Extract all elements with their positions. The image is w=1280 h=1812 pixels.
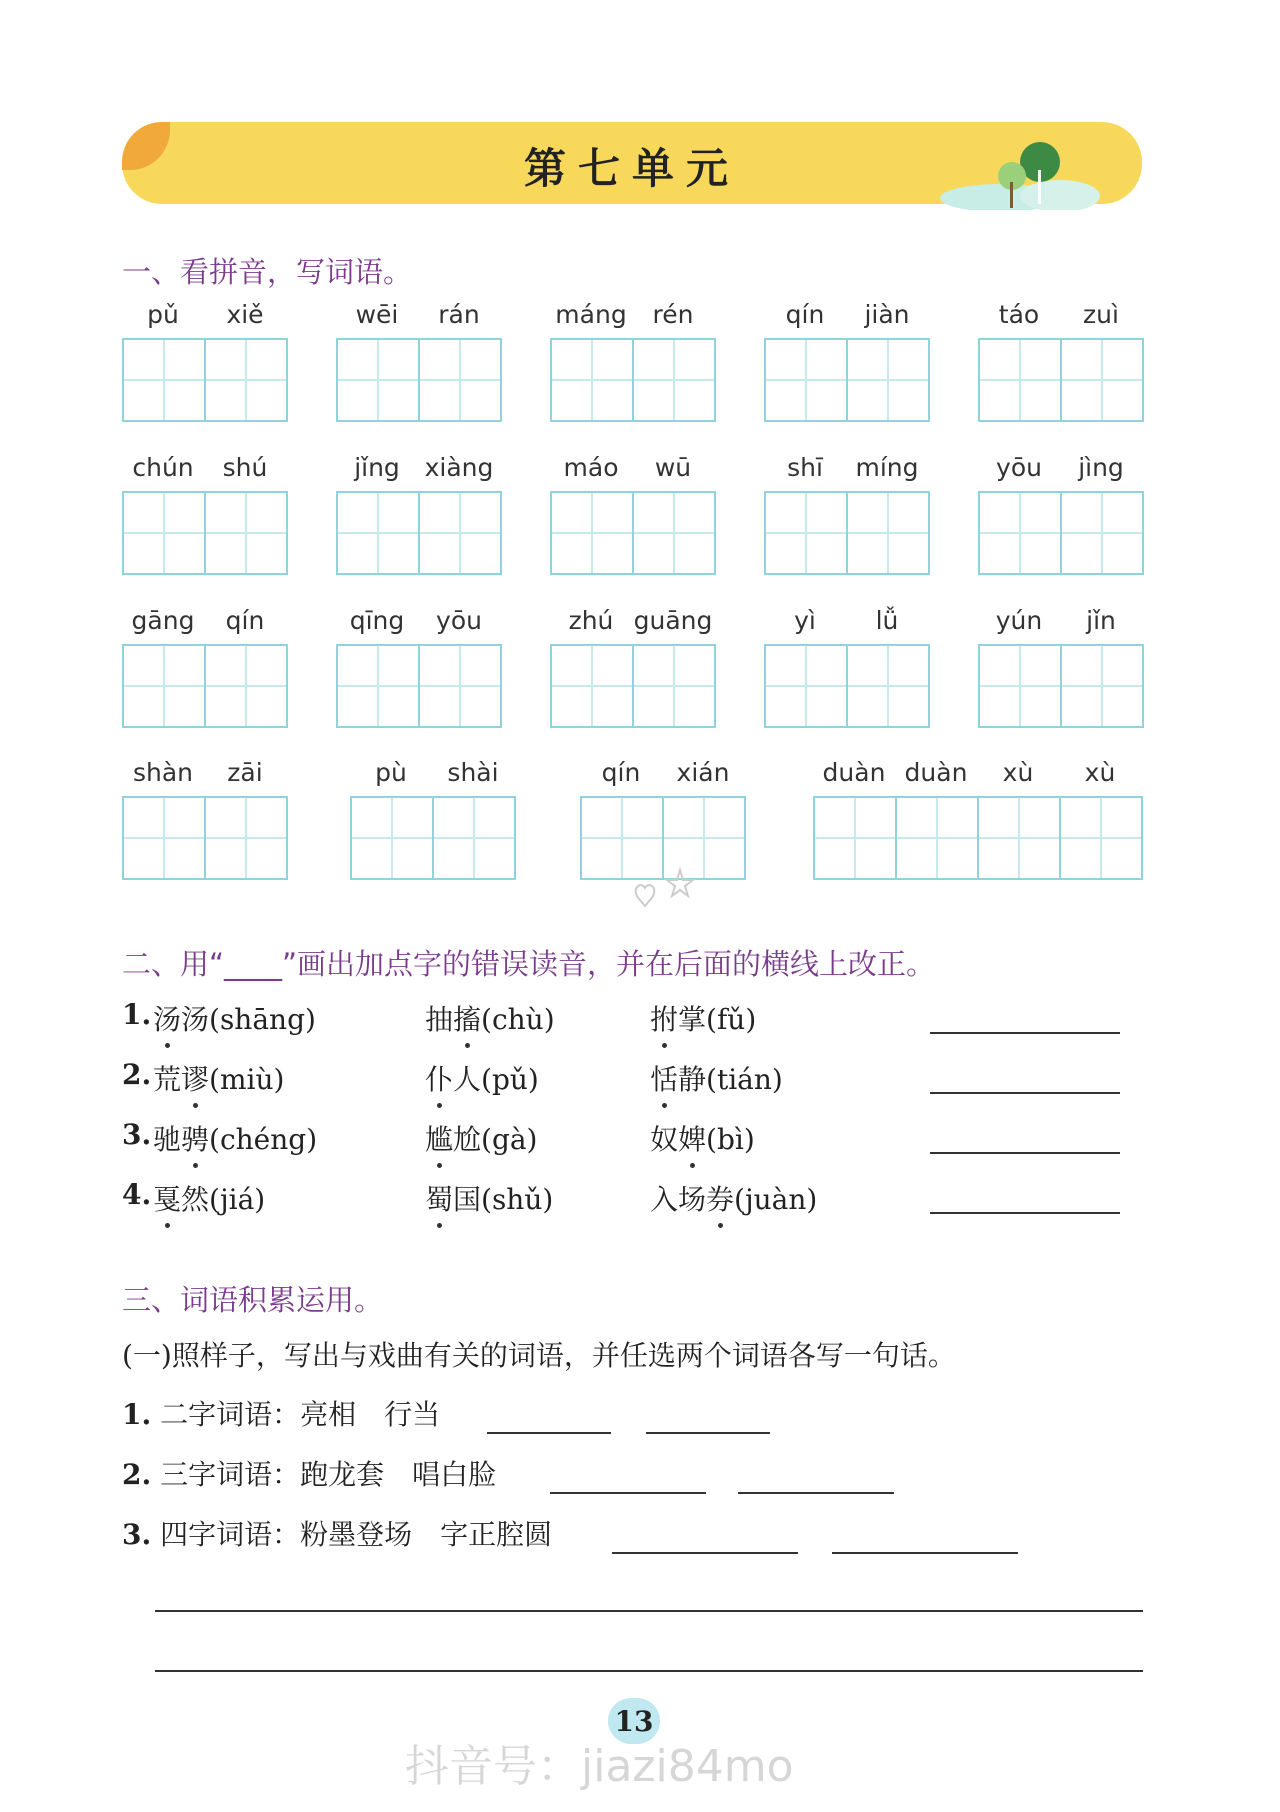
tian-grid-row <box>122 796 288 880</box>
sentence-line-2[interactable] <box>155 1670 1143 1672</box>
tian-grid-row <box>764 644 930 728</box>
tian-grid-row <box>336 644 502 728</box>
pinyin-row <box>813 758 1143 796</box>
pinyin-row <box>550 453 716 491</box>
writing-box[interactable] <box>634 493 716 573</box>
correction-answer-line[interactable] <box>930 1152 1120 1154</box>
writing-box[interactable] <box>766 493 848 573</box>
pinyin-word-group <box>122 606 288 728</box>
watermark: 抖音号：jiazi84mo <box>405 1741 794 1792</box>
word-row-3 <box>122 1513 552 1553</box>
writing-box[interactable] <box>206 646 288 726</box>
writing-box[interactable] <box>338 646 420 726</box>
word-part: 汤(shāng) <box>181 1003 316 1036</box>
answer-blank[interactable] <box>646 1432 770 1434</box>
writing-box[interactable] <box>124 340 206 420</box>
writing-box[interactable] <box>552 493 634 573</box>
dotted-character: 搐 <box>453 998 481 1038</box>
pinyin-word-group <box>336 453 502 575</box>
pinyin-row <box>122 453 288 491</box>
sentence-line-1[interactable] <box>155 1610 1143 1612</box>
writing-box[interactable] <box>897 798 979 878</box>
writing-box[interactable] <box>124 798 206 878</box>
correction-row <box>122 1058 1142 1098</box>
writing-box[interactable] <box>420 340 502 420</box>
pinyin-syllable: yì <box>794 606 816 635</box>
page-number: 13 <box>614 1705 654 1738</box>
writing-box[interactable] <box>766 340 848 420</box>
pinyin-row <box>550 300 716 338</box>
pinyin-word-group <box>122 300 288 422</box>
pinyin-word-group <box>122 758 288 880</box>
writing-box[interactable] <box>980 493 1062 573</box>
pinyin-syllable: xù <box>1084 758 1116 787</box>
pinyin-syllable: yōu <box>996 453 1042 482</box>
pinyin-row <box>764 300 930 338</box>
pinyin-word-group <box>764 606 930 728</box>
word-part: (juàn) <box>734 1183 818 1216</box>
word-with-pinyin <box>153 1118 317 1158</box>
pinyin-syllable: yōu <box>436 606 482 635</box>
word-part: 驰 <box>153 1123 182 1156</box>
pinyin-syllable: duàn <box>904 758 968 787</box>
writing-box[interactable] <box>206 340 288 420</box>
pinyin-syllable: jìng <box>1078 453 1124 482</box>
tian-grid-row <box>978 338 1144 422</box>
pinyin-syllable: jiàn <box>864 300 910 329</box>
pinyin-syllable: máng <box>555 300 627 329</box>
pinyin-syllable: pǔ <box>147 300 179 329</box>
dotted-character: 券 <box>706 1178 734 1218</box>
word-with-pinyin <box>153 998 316 1038</box>
word-part: 然(jiá) <box>181 1183 266 1216</box>
pinyin-syllable: duàn <box>822 758 886 787</box>
word-with-pinyin <box>425 1118 537 1158</box>
tian-grid-row <box>978 491 1144 575</box>
pinyin-row <box>580 758 746 796</box>
dotted-character: 拊 <box>650 998 678 1038</box>
correction-answer-line[interactable] <box>930 1092 1120 1094</box>
word-with-pinyin <box>153 1058 284 1098</box>
pinyin-row <box>978 453 1144 491</box>
dotted-character: 戛 <box>153 1178 181 1218</box>
word-with-pinyin <box>425 998 555 1038</box>
pinyin-syllable: zāi <box>227 758 263 787</box>
writing-box[interactable] <box>848 646 930 726</box>
writing-box[interactable] <box>766 646 848 726</box>
word-part: 静(tián) <box>678 1063 783 1096</box>
section3-title: 三、词语积累运用。 <box>122 1283 384 1317</box>
word-part: 人(pǔ) <box>453 1063 539 1096</box>
word-part: (bì) <box>706 1123 755 1156</box>
writing-box[interactable] <box>634 340 716 420</box>
word-part: 奴 <box>650 1123 679 1156</box>
pinyin-syllable: yún <box>995 606 1043 635</box>
pinyin-row <box>978 606 1144 644</box>
writing-box[interactable] <box>1061 798 1143 878</box>
word-with-pinyin <box>650 1178 817 1218</box>
tian-grid-row <box>350 796 516 880</box>
pinyin-syllable: shī <box>787 453 823 482</box>
word-with-pinyin <box>650 998 756 1038</box>
pinyin-row <box>350 758 516 796</box>
word-part: (chù) <box>481 1003 555 1036</box>
unit-title: 第七单元 <box>523 144 740 193</box>
tian-grid-row <box>764 338 930 422</box>
pinyin-syllable: máo <box>563 453 619 482</box>
pinyin-word-group <box>813 758 1143 880</box>
pinyin-syllable: shú <box>222 453 268 482</box>
pinyin-syllable: shàn <box>132 758 194 787</box>
writing-box[interactable] <box>1062 493 1144 573</box>
word-row-2 <box>122 1453 496 1493</box>
item-number: 4. <box>122 1178 152 1211</box>
pinyin-syllable: jǐng <box>354 453 400 482</box>
writing-box[interactable] <box>420 493 502 573</box>
pinyin-syllable: táo <box>998 300 1040 329</box>
word-part: (miù) <box>209 1063 285 1096</box>
pinyin-word-group <box>122 453 288 575</box>
pinyin-word-group <box>764 453 930 575</box>
writing-box[interactable] <box>352 798 434 878</box>
tian-grid-row <box>336 491 502 575</box>
word-part: 掌(fǔ) <box>678 1003 757 1036</box>
word-with-pinyin <box>650 1058 783 1098</box>
pinyin-syllable: pù <box>375 758 407 787</box>
writing-box[interactable] <box>979 798 1061 878</box>
pinyin-syllable: shài <box>447 758 499 787</box>
pinyin-syllable: lǚ <box>875 606 899 635</box>
item-text: 二字词语：亮相 行当 <box>160 1398 441 1431</box>
item-number: 2. <box>122 1058 152 1091</box>
item-text: 三字词语：跑龙套 唱白脸 <box>160 1458 497 1491</box>
word-with-pinyin <box>650 1118 755 1158</box>
correction-answer-line[interactable] <box>930 1032 1120 1034</box>
writing-box[interactable] <box>552 340 634 420</box>
dotted-character: 汤 <box>153 998 181 1038</box>
writing-box[interactable] <box>206 798 288 878</box>
writing-box[interactable] <box>124 493 206 573</box>
item-number: 1. <box>122 998 152 1031</box>
section2-title: 二、用“____”画出加点字的错误读音，并在后面的横线上改正。 <box>122 947 936 981</box>
pinyin-row <box>764 606 930 644</box>
answer-blank[interactable] <box>612 1552 798 1554</box>
pinyin-syllable: wū <box>654 453 692 482</box>
pinyin-syllable: rén <box>652 300 694 329</box>
writing-box[interactable] <box>1062 646 1144 726</box>
pinyin-row <box>978 300 1144 338</box>
writing-box[interactable] <box>848 340 930 420</box>
pinyin-syllable: gāng <box>131 606 195 635</box>
pinyin-row <box>336 606 502 644</box>
heart-star-decoration-icon <box>620 860 700 940</box>
dotted-character: 骋 <box>181 1118 209 1158</box>
writing-box[interactable] <box>338 493 420 573</box>
pinyin-syllable: xián <box>676 758 730 787</box>
dotted-character: 婢 <box>678 1118 706 1158</box>
pinyin-row <box>336 453 502 491</box>
pinyin-row <box>764 453 930 491</box>
correction-answer-line[interactable] <box>930 1212 1120 1214</box>
pinyin-syllable: guāng <box>633 606 713 635</box>
writing-box[interactable] <box>420 646 502 726</box>
answer-blank[interactable] <box>832 1552 1018 1554</box>
item-text: 四字词语：粉墨登场 字正腔圆 <box>160 1518 553 1551</box>
answer-blank[interactable] <box>487 1432 611 1434</box>
pinyin-row <box>336 300 502 338</box>
pinyin-word-group <box>978 606 1144 728</box>
writing-box[interactable] <box>206 493 288 573</box>
writing-box[interactable] <box>1062 340 1144 420</box>
word-part: 入场 <box>650 1183 707 1216</box>
item-number: 2. <box>122 1458 152 1491</box>
word-part: 国(shǔ) <box>453 1183 554 1216</box>
item-number: 3. <box>122 1118 152 1151</box>
tian-grid-row <box>336 338 502 422</box>
item-number: 1. <box>122 1398 152 1431</box>
answer-blank[interactable] <box>738 1492 894 1494</box>
dotted-character: 谬 <box>181 1058 209 1098</box>
tian-grid-row <box>550 644 716 728</box>
pinyin-syllable: xiàng <box>424 453 494 482</box>
pinyin-syllable: wēi <box>355 300 399 329</box>
pinyin-syllable: xiě <box>226 300 264 329</box>
pinyin-word-group <box>764 300 930 422</box>
writing-box[interactable] <box>848 493 930 573</box>
tian-grid-row <box>550 491 716 575</box>
word-part: (chéng) <box>209 1123 318 1156</box>
pinyin-syllable: rán <box>438 300 480 329</box>
writing-box[interactable] <box>634 646 716 726</box>
pinyin-word-group <box>978 453 1144 575</box>
pinyin-row <box>122 300 288 338</box>
writing-box[interactable] <box>980 340 1062 420</box>
correction-row <box>122 1178 1142 1218</box>
writing-box[interactable] <box>980 646 1062 726</box>
writing-box[interactable] <box>552 646 634 726</box>
pinyin-syllable: jǐn <box>1086 606 1116 635</box>
pinyin-word-group <box>336 606 502 728</box>
writing-box[interactable] <box>434 798 516 878</box>
writing-box[interactable] <box>124 646 206 726</box>
pinyin-syllable: qín <box>601 758 641 787</box>
dotted-character: 尴 <box>425 1118 453 1158</box>
pinyin-row <box>550 606 716 644</box>
pinyin-word-group <box>350 758 516 880</box>
dotted-character: 恬 <box>650 1058 678 1098</box>
pinyin-row <box>122 758 288 796</box>
tian-grid-row <box>764 491 930 575</box>
tree-icon <box>940 140 1100 210</box>
tian-grid-row <box>122 644 288 728</box>
tian-grid-row <box>550 338 716 422</box>
word-part: 抽 <box>425 1003 454 1036</box>
word-with-pinyin <box>425 1058 539 1098</box>
word-part: 荒 <box>153 1063 182 1096</box>
dotted-character: 仆 <box>425 1058 453 1098</box>
word-row-1 <box>122 1393 440 1433</box>
word-with-pinyin <box>153 1178 265 1218</box>
writing-box[interactable] <box>815 798 897 878</box>
pinyin-syllable: chún <box>132 453 194 482</box>
dotted-character: 蜀 <box>425 1178 453 1218</box>
tian-grid-row <box>122 491 288 575</box>
section1-title: 一、看拼音，写词语。 <box>122 255 413 289</box>
word-part: 尬(gà) <box>453 1123 538 1156</box>
word-with-pinyin <box>425 1178 553 1218</box>
tian-grid-row <box>978 644 1144 728</box>
correction-row <box>122 1118 1142 1158</box>
correction-row <box>122 998 1142 1038</box>
section3-subtitle: (一)照样子，写出与戏曲有关的词语，并任选两个词语各写一句话。 <box>122 1339 956 1372</box>
item-number: 3. <box>122 1518 152 1551</box>
tian-grid-row <box>813 796 1143 880</box>
writing-box[interactable] <box>338 340 420 420</box>
pinyin-syllable: qīng <box>349 606 405 635</box>
pinyin-syllable: qín <box>785 300 825 329</box>
pinyin-syllable: zhú <box>568 606 614 635</box>
tian-grid-row <box>122 338 288 422</box>
pinyin-syllable: qín <box>225 606 265 635</box>
pinyin-syllable: zuì <box>1083 300 1119 329</box>
pinyin-word-group <box>550 606 716 728</box>
pinyin-syllable: xù <box>1002 758 1034 787</box>
pinyin-word-group <box>550 453 716 575</box>
pinyin-word-group <box>978 300 1144 422</box>
pinyin-row <box>122 606 288 644</box>
pinyin-word-group <box>550 300 716 422</box>
answer-blank[interactable] <box>550 1492 706 1494</box>
pinyin-syllable: míng <box>855 453 919 482</box>
pinyin-word-group <box>336 300 502 422</box>
